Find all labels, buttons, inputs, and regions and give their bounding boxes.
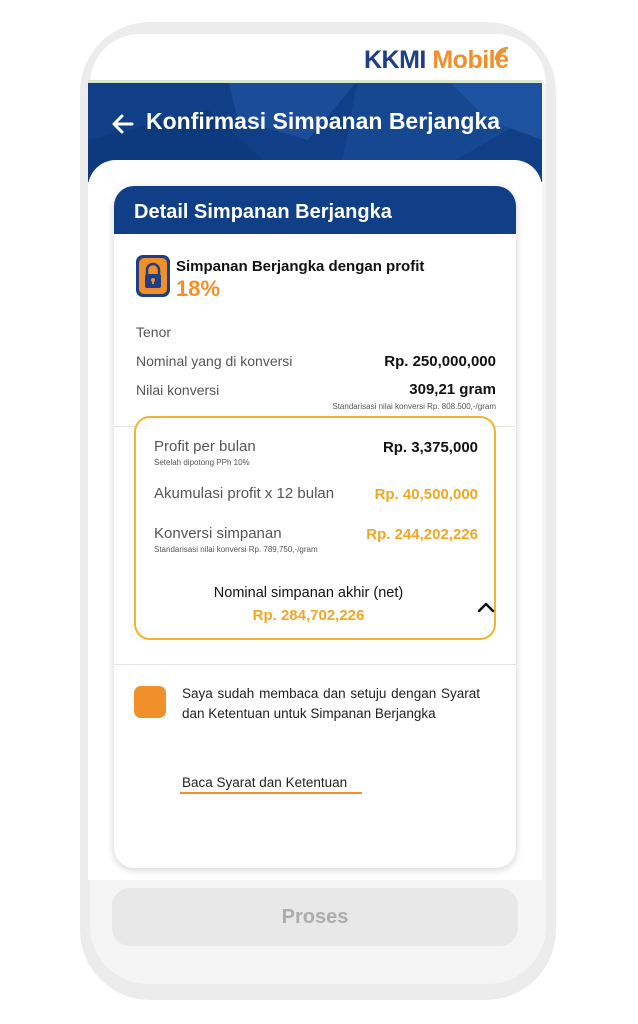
konversi-value: 309,21 gram (409, 381, 496, 398)
konversi-simpanan-label: Konversi simpanan (154, 525, 282, 542)
agreement-text: Saya sudah membaca dan setuju dengan Syarat dan Ketentuan untuk Simpanan Berjangka (182, 686, 480, 721)
product-rate: 18% (176, 276, 221, 301)
nominal-akhir-value: Rp. 284,702,226 (252, 607, 365, 624)
akumulasi-profit-label: Akumulasi profit x 12 bulan (154, 485, 335, 502)
akumulasi-profit-value: Rp. 40,500,000 (374, 486, 478, 503)
profit-per-bulan-value: Rp. 3,375,000 (382, 439, 478, 456)
konversi-simpanan-value: Rp. 244,202,226 (366, 526, 478, 543)
proses-button[interactable] (112, 888, 518, 946)
proses-button-label: Proses (281, 906, 349, 928)
agreement-checkbox[interactable] (134, 686, 166, 718)
chevron-up-icon[interactable] (476, 600, 496, 614)
profit-summary-box (134, 416, 496, 640)
app-logo (364, 46, 509, 75)
nominal-label: Nominal yang di konversi (136, 353, 293, 369)
terms-link-underline (180, 792, 362, 794)
logo-kkmi: KKMI (364, 46, 426, 74)
konversi-label: Nilai konversi (136, 382, 220, 398)
back-arrow-icon[interactable] (110, 111, 136, 137)
profit-per-bulan-note: Setelah dipotong PPh 10% (154, 458, 250, 467)
divider (114, 664, 516, 665)
konversi-simpanan-note: Standarisasi nilai konversi Rp. 789,750,-/gram (154, 545, 318, 554)
wifi-signal-icon (494, 44, 512, 62)
card-title: Detail Simpanan Berjangka (134, 201, 392, 223)
detail-card (114, 186, 516, 868)
profit-per-bulan-label: Profit per bulan (154, 438, 256, 455)
page-title: Konfirmasi Simpanan Berjangka (146, 108, 501, 134)
product-name: Simpanan Berjangka dengan profit (176, 258, 425, 275)
nominal-akhir-label: Nominal simpanan akhir (net) (213, 585, 404, 601)
logo-mobile: Mobile (432, 46, 509, 74)
lock-icon (136, 255, 170, 297)
tenor-label: Tenor (136, 324, 172, 340)
konversi-note: Standarisasi nilai konversi Rp. 808.500,-/gram (332, 402, 496, 411)
header-top-line (88, 80, 542, 83)
card-header (114, 186, 516, 234)
terms-link[interactable]: Baca Syarat dan Ketentuan (182, 775, 348, 790)
nominal-value: Rp. 250,000,000 (384, 353, 496, 370)
